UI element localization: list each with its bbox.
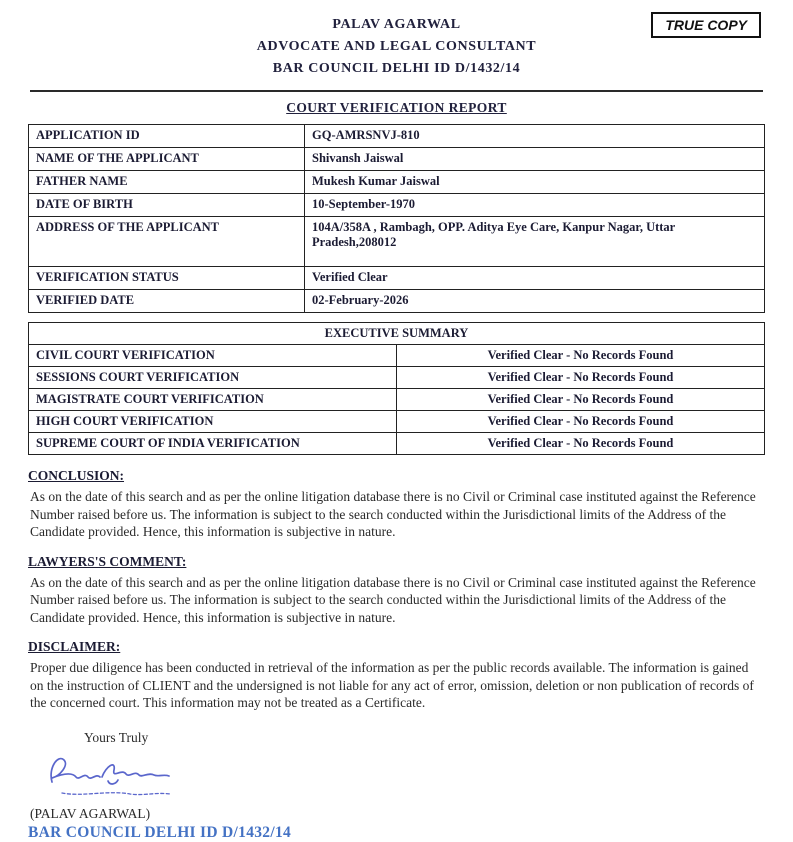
detail-value: GQ-AMRSNVJ-810 [305, 125, 765, 148]
detail-value: 10-September-1970 [305, 194, 765, 217]
detail-value: 104A/358A , Rambagh, OPP. Aditya Eye Care, Kanpur Nagar, Uttar Pradesh,208012 [305, 217, 765, 267]
table-row [29, 171, 765, 194]
table-row [29, 345, 765, 367]
executive-summary-table [28, 322, 765, 455]
lawyers-comment-heading: LAWYERS'S COMMENT: [28, 553, 187, 569]
report-title: COURT VERIFICATION REPORT [286, 100, 507, 115]
summary-value: Verified Clear - No Records Found [397, 433, 765, 455]
table-header-row [29, 323, 765, 345]
table-row [29, 267, 765, 290]
advocate-title: ADVOCATE AND LEGAL CONSULTANT [256, 39, 537, 54]
true-copy-badge: TRUE COPY [651, 12, 761, 38]
handwritten-signature-icon [38, 748, 188, 804]
header-divider [30, 90, 763, 92]
summary-label: SESSIONS COURT VERIFICATION [29, 367, 397, 389]
summary-value: Verified Clear - No Records Found [397, 389, 765, 411]
table-row [29, 148, 765, 171]
summary-label: MAGISTRATE COURT VERIFICATION [29, 389, 397, 411]
detail-label: NAME OF THE APPLICANT [29, 148, 305, 171]
summary-value: Verified Clear - No Records Found [397, 411, 765, 433]
table-row [29, 433, 765, 455]
detail-label: VERIFIED DATE [29, 290, 305, 313]
lawyers-comment-text: As on the date of this search and as per the online litigation database there is no Civil or Criminal case instituted against the Reference Number raised before us. The information is subject to the search conducted within the Jurisdictional limits of the Address of the Candidate provided. Hence, this information is subjective in nature. [30, 574, 756, 625]
conclusion-section [28, 468, 765, 541]
executive-summary-title: EXECUTIVE SUMMARY [29, 323, 765, 345]
detail-label: FATHER NAME [29, 171, 305, 194]
summary-label: CIVIL COURT VERIFICATION [29, 345, 397, 367]
signature-image [38, 748, 765, 806]
footer-bar-id: BAR COUNCIL DELHI ID D/1432/14 [28, 823, 292, 841]
table-row [29, 367, 765, 389]
signatory-name: (PALAV AGARWAL) [30, 805, 151, 821]
table-row [29, 290, 765, 313]
detail-value: Verified Clear [305, 267, 765, 290]
table-row [29, 125, 765, 148]
disclaimer-heading: DISCLAIMER: [28, 639, 121, 654]
disclaimer-section [28, 639, 765, 712]
table-row [29, 411, 765, 433]
advocate-name: PALAV AGARWAL [332, 17, 461, 32]
detail-label: DATE OF BIRTH [29, 194, 305, 217]
summary-label: SUPREME COURT OF INDIA VERIFICATION [29, 433, 397, 455]
detail-value: 02-February-2026 [305, 290, 765, 313]
conclusion-heading: CONCLUSION: [28, 468, 125, 483]
advocate-bar-id: BAR COUNCIL DELHI ID D/1432/14 [272, 61, 521, 76]
summary-value: Verified Clear - No Records Found [397, 345, 765, 367]
table-row [29, 194, 765, 217]
summary-value: Verified Clear - No Records Found [397, 367, 765, 389]
conclusion-text: As on the date of this search and as per the online litigation database there is no Civil or Criminal case instituted against the Reference Number raised before us. The information is subject to the search conducted within the Jurisdictional limits of the Address of the Candidate provided. Hence, this information is subjective in nature. [30, 489, 756, 539]
disclaimer-text: Proper due diligence has been conducted in retrieval of the information as per the public records available. The information is gained on the instruction of CLIENT and the undersigned is not liable for any act of error, omission, deletion or non publication of records of the concerned court. This information may not be treated as a Certificate. [30, 660, 754, 710]
detail-label: ADDRESS OF THE APPLICANT [29, 217, 305, 267]
detail-value: Shivansh Jaiswal [305, 148, 765, 171]
summary-label: HIGH COURT VERIFICATION [29, 411, 397, 433]
table-row [29, 217, 765, 267]
applicant-details-table [28, 124, 765, 313]
table-row [29, 389, 765, 411]
detail-label: VERIFICATION STATUS [29, 267, 305, 290]
detail-label: APPLICATION ID [29, 125, 305, 148]
lawyers-comment-section [28, 554, 765, 627]
detail-value: Mukesh Kumar Jaiswal [305, 171, 765, 194]
closing-text: Yours Truly [84, 729, 149, 745]
